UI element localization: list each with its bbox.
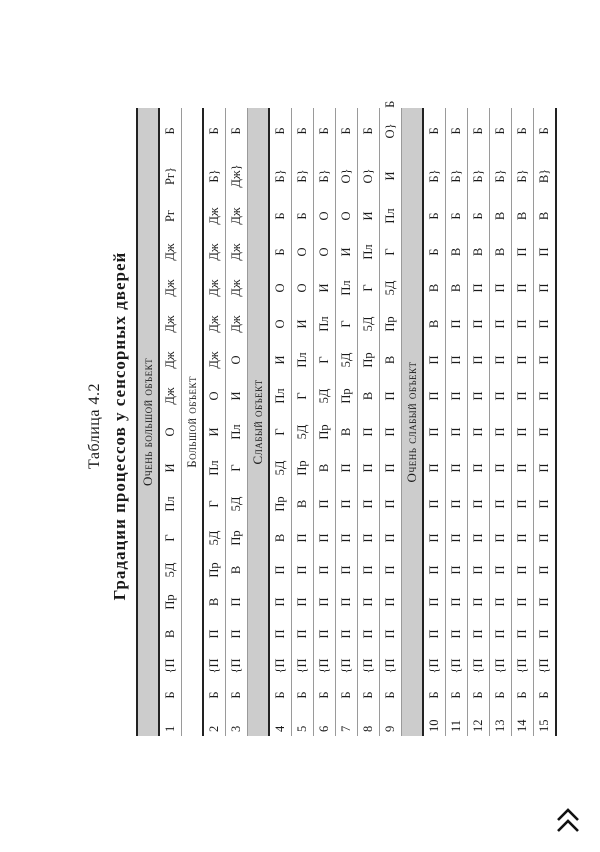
- table-cell: В: [269, 522, 292, 554]
- table-cell: П: [512, 586, 534, 618]
- table-title: Градации процессов у сенсорных дверей: [110, 251, 129, 601]
- table-cell: 5Д: [292, 414, 314, 450]
- table-cell: Дж}: [226, 154, 248, 198]
- table-label: Таблица 4.2: [86, 383, 103, 469]
- table-cell: О}: [336, 154, 358, 198]
- table-cell: 5Д: [314, 378, 336, 414]
- table-cell: П: [512, 234, 534, 270]
- table-cell: П: [380, 618, 402, 650]
- table-cell: П: [380, 554, 402, 586]
- table-cell: Б: [423, 234, 446, 270]
- table-cell: П: [358, 554, 380, 586]
- row-number: 14: [512, 708, 534, 736]
- table-cell: П: [534, 450, 557, 486]
- table-cell: П: [490, 486, 512, 522]
- table-cell: П: [534, 618, 557, 650]
- table-cell: П: [314, 486, 336, 522]
- table-cell: {П: [269, 650, 292, 682]
- table-cell: Б: [336, 682, 358, 708]
- row-number: 8: [358, 708, 380, 736]
- table-cell: {П: [468, 650, 490, 682]
- table-cell: П: [468, 522, 490, 554]
- table-cell: Б}: [314, 154, 336, 198]
- table-cell: Б: [468, 108, 490, 154]
- table-row: [269, 108, 292, 736]
- table-cell: П: [269, 586, 292, 618]
- table-cell: Б: [159, 108, 182, 154]
- group-heading: Слабый объект: [248, 108, 270, 736]
- table-cell: Пл: [159, 486, 182, 522]
- table-cell: Б: [534, 682, 557, 708]
- table-cell: Пл: [203, 450, 226, 486]
- table-cell: П: [380, 378, 402, 414]
- table-cell: Дж: [159, 378, 182, 414]
- table-cell: В: [203, 586, 226, 618]
- table-cell: Б: [269, 108, 292, 154]
- table-cell: Дж: [203, 342, 226, 378]
- table-cell: Пр: [380, 306, 402, 342]
- table-cell: П: [358, 618, 380, 650]
- table-cell: П: [336, 522, 358, 554]
- table-cell: П: [446, 586, 468, 618]
- table-cell: В: [159, 618, 182, 650]
- table-cell: П: [512, 270, 534, 306]
- table-cell: Б: [358, 682, 380, 708]
- table-cell: Дж: [226, 234, 248, 270]
- table-cell: П: [512, 554, 534, 586]
- table-cell: П: [336, 618, 358, 650]
- table-cell: Б: [314, 108, 336, 154]
- table-cell: Б}: [490, 154, 512, 198]
- table-cell: 5Д: [203, 522, 226, 554]
- table-cell: П: [358, 414, 380, 450]
- grades-table: [136, 100, 557, 736]
- table-cell: Дж: [159, 342, 182, 378]
- table-cell: Пл: [380, 198, 402, 234]
- row-number: 6: [314, 708, 336, 736]
- table-cell: И: [292, 306, 314, 342]
- table-cell: Пр: [336, 378, 358, 414]
- table-cell: П: [468, 414, 490, 450]
- table-cell: П: [358, 486, 380, 522]
- table-cell: П: [534, 270, 557, 306]
- table-cell: Б}: [203, 154, 226, 198]
- group-heading-row: [137, 108, 159, 736]
- table-cell: П: [423, 586, 446, 618]
- table-cell: П: [292, 522, 314, 554]
- table-cell: Б}: [423, 154, 446, 198]
- table-cell: Г: [358, 270, 380, 306]
- table-cell: В: [490, 234, 512, 270]
- table-cell: Б: [292, 682, 314, 708]
- table-cell: Б: [336, 108, 358, 154]
- scroll-top-button[interactable]: [554, 806, 582, 836]
- table-cell: П: [490, 342, 512, 378]
- table-cell: П: [490, 270, 512, 306]
- table-cell: О}: [358, 154, 380, 198]
- table-cell: И: [203, 414, 226, 450]
- table-cell: П: [468, 378, 490, 414]
- table-cell: {П: [314, 650, 336, 682]
- table-cell: {П: [159, 650, 182, 682]
- group-heading-row: [248, 108, 270, 736]
- table-cell: О: [226, 342, 248, 378]
- table-cell: Б: [468, 198, 490, 234]
- table-cell: П: [292, 554, 314, 586]
- table-cell: Пр: [314, 414, 336, 450]
- table-cell: О}: [380, 108, 402, 154]
- table-cell: О: [203, 378, 226, 414]
- table-cell: О: [269, 270, 292, 306]
- table-row: [446, 108, 468, 736]
- table-cell: {П: [512, 650, 534, 682]
- table-cell: О: [336, 198, 358, 234]
- table-cell: {П: [358, 650, 380, 682]
- table-cell: П: [314, 586, 336, 618]
- table-cell: В: [292, 486, 314, 522]
- double-chevron-up-icon: [554, 806, 582, 836]
- table-cell: П: [468, 618, 490, 650]
- table-cell: П: [446, 342, 468, 378]
- table-cell: Пр: [269, 486, 292, 522]
- row-number: 4: [269, 708, 292, 736]
- table-cell: Г: [159, 522, 182, 554]
- table-cell: И: [269, 342, 292, 378]
- table-cell: О: [292, 234, 314, 270]
- table-cell: П: [423, 522, 446, 554]
- table-cell: В: [336, 414, 358, 450]
- table-cell: Г: [336, 306, 358, 342]
- table-cell: И: [380, 154, 402, 198]
- table-cell: Б}: [269, 154, 292, 198]
- table-cell: Пл: [314, 306, 336, 342]
- table-cell: П: [512, 486, 534, 522]
- table-cell: П: [534, 414, 557, 450]
- table-cell: {П: [380, 650, 402, 682]
- table-cell: П: [380, 450, 402, 486]
- table-cell: П: [314, 554, 336, 586]
- table-cell: П: [490, 306, 512, 342]
- table-cell: Б}: [292, 154, 314, 198]
- table-cell: П: [423, 486, 446, 522]
- table-cell: П: [336, 450, 358, 486]
- table-cell: Б: [159, 682, 182, 708]
- table-cell: Б: [314, 682, 336, 708]
- table-cell: Г: [314, 342, 336, 378]
- table-cell: Б: [292, 108, 314, 154]
- table-cell: Дж: [159, 306, 182, 342]
- table-cell: Б: [423, 108, 446, 154]
- table-cell: Б: [269, 682, 292, 708]
- table-cell: П: [358, 450, 380, 486]
- table-row: [512, 108, 534, 736]
- table-cell: П: [490, 378, 512, 414]
- table-cell: П: [358, 522, 380, 554]
- table-cell: П: [512, 306, 534, 342]
- table-cell: П: [512, 522, 534, 554]
- table-row: [226, 108, 248, 736]
- group-heading: Большой объект: [182, 108, 204, 736]
- table-cell: П: [468, 554, 490, 586]
- table-cell: П: [380, 522, 402, 554]
- table-cell: Дж: [226, 198, 248, 234]
- table-cell: П: [423, 554, 446, 586]
- table-cell: В: [423, 270, 446, 306]
- table-cell: Б: [490, 108, 512, 154]
- row-number: 13: [490, 708, 512, 736]
- table-cell: П: [423, 342, 446, 378]
- table-cell: В: [468, 234, 490, 270]
- table-cell: В: [226, 554, 248, 586]
- table-row: [490, 108, 512, 736]
- table-cell: 5Д: [380, 270, 402, 306]
- table-cell: 5Д: [226, 486, 248, 522]
- table-cell: П: [336, 486, 358, 522]
- table-cell: Пл: [269, 378, 292, 414]
- table-row: [358, 108, 380, 736]
- table-cell: Б}: [512, 154, 534, 198]
- table-cell: В: [512, 198, 534, 234]
- table-row: [534, 108, 557, 736]
- table-cell: П: [512, 378, 534, 414]
- table-cell: Б: [269, 198, 292, 234]
- row-number: 12: [468, 708, 490, 736]
- table-cell: Г: [226, 450, 248, 486]
- table-cell: Пр: [358, 342, 380, 378]
- table-row: [314, 108, 336, 736]
- table-row: [468, 108, 490, 736]
- table-cell: П: [534, 522, 557, 554]
- table-cell: П: [534, 486, 557, 522]
- table-cell: Б: [534, 108, 557, 154]
- table-cell: П: [534, 554, 557, 586]
- table-cell: П: [534, 378, 557, 414]
- table-cell: Пр: [292, 450, 314, 486]
- table-cell: П: [314, 522, 336, 554]
- row-number: 1: [159, 708, 182, 736]
- table-cell: Пр: [226, 522, 248, 554]
- table-cell: {П: [203, 650, 226, 682]
- table-cell: {П: [292, 650, 314, 682]
- row-number: 2: [203, 708, 226, 736]
- table-cell: П: [468, 342, 490, 378]
- table-cell: П: [534, 586, 557, 618]
- table-cell: П: [446, 450, 468, 486]
- table-cell: П: [226, 586, 248, 618]
- table-cell: Пр: [159, 586, 182, 618]
- table-cell: Б: [446, 108, 468, 154]
- table-cell: П: [226, 618, 248, 650]
- table-cell: Б: [423, 682, 446, 708]
- row-number: 5: [292, 708, 314, 736]
- table-cell: В: [423, 306, 446, 342]
- table-cell: П: [292, 586, 314, 618]
- table-cell: П: [468, 486, 490, 522]
- table-cell: Пл: [336, 270, 358, 306]
- table-cell: П: [512, 618, 534, 650]
- table-row: [159, 108, 182, 736]
- table-cell: О: [314, 198, 336, 234]
- table-cell: П: [490, 554, 512, 586]
- table-cell: Г: [380, 234, 402, 270]
- group-heading: Очень большой объект: [137, 108, 159, 736]
- table-cell: Рг}: [159, 154, 182, 198]
- table-cell: П: [468, 270, 490, 306]
- table-cell: В: [358, 378, 380, 414]
- group-heading: Очень слабый объект: [402, 108, 424, 736]
- row-number: 11: [446, 708, 468, 736]
- table-cell: П: [423, 414, 446, 450]
- table-cell: И: [226, 378, 248, 414]
- row-number: 7: [336, 708, 358, 736]
- table-cell: П: [203, 618, 226, 650]
- table-cell: П: [468, 586, 490, 618]
- table-cell: П: [314, 618, 336, 650]
- table-cell: И: [358, 198, 380, 234]
- table-cell: П: [490, 522, 512, 554]
- table-cell: П: [446, 378, 468, 414]
- table-cell: Дж: [159, 270, 182, 306]
- table-cell: {П: [490, 650, 512, 682]
- table-cell: Б: [446, 682, 468, 708]
- table-cell: О: [314, 234, 336, 270]
- table-cell: Дж: [203, 198, 226, 234]
- table-cell: Дж: [226, 270, 248, 306]
- table-cell: П: [336, 586, 358, 618]
- table-cell: Б: [490, 682, 512, 708]
- table-row: [292, 108, 314, 736]
- table-row: 9 Б {П П П П П П П П П В Пр 5Д Г Пл И О} Б: [380, 108, 402, 736]
- table-cell: В: [446, 234, 468, 270]
- table-cell: Б: [358, 108, 380, 154]
- table-cell: Б: [512, 682, 534, 708]
- table-cell: П: [446, 306, 468, 342]
- table-cell: О: [159, 414, 182, 450]
- table-cell: Дж: [203, 270, 226, 306]
- table-cell: Дж: [159, 234, 182, 270]
- table-cell: Рг: [159, 198, 182, 234]
- table-cell: В: [534, 198, 557, 234]
- table-cell: {П: [226, 650, 248, 682]
- table-row: [336, 108, 358, 736]
- table-cell: Б: [226, 682, 248, 708]
- table-cell: Г: [203, 486, 226, 522]
- table-cell: П: [512, 414, 534, 450]
- table-cell: Б: [512, 108, 534, 154]
- table-row: [203, 108, 226, 736]
- table-cell: Дж: [203, 306, 226, 342]
- table-cell: И: [314, 270, 336, 306]
- row-number: 10: [423, 708, 446, 736]
- table-cell: П: [336, 554, 358, 586]
- table-cell: П: [380, 414, 402, 450]
- table-cell: П: [446, 522, 468, 554]
- table-cell: П: [512, 342, 534, 378]
- table-cell: Г: [292, 378, 314, 414]
- table-cell: Б: [203, 682, 226, 708]
- table-cell: {П: [336, 650, 358, 682]
- table-cell: П: [512, 450, 534, 486]
- table-cell: П: [534, 306, 557, 342]
- table-cell: О: [269, 306, 292, 342]
- table-cell: В: [446, 270, 468, 306]
- table-cell: П: [468, 306, 490, 342]
- table-cell: В: [380, 342, 402, 378]
- table-cell: Дж: [226, 306, 248, 342]
- table-cell: Б: [380, 682, 402, 708]
- table-row: [423, 108, 446, 736]
- table-cell: П: [446, 554, 468, 586]
- table-cell: П: [269, 618, 292, 650]
- table-cell: 5Д: [358, 306, 380, 342]
- table-cell: П: [292, 618, 314, 650]
- table-cell: П: [468, 450, 490, 486]
- table-cell: О: [292, 270, 314, 306]
- group-heading-row: [402, 108, 424, 736]
- table-cell: 5Д: [269, 450, 292, 486]
- table-cell: П: [423, 450, 446, 486]
- table-cell: П: [490, 450, 512, 486]
- table-cell: Пл: [292, 342, 314, 378]
- table-cell: Б: [292, 198, 314, 234]
- table-cell: П: [490, 586, 512, 618]
- table-cell: П: [534, 234, 557, 270]
- table-cell: П: [423, 618, 446, 650]
- table-cell: И: [336, 234, 358, 270]
- table-cell: Б: [203, 108, 226, 154]
- table-cell: Б: [269, 234, 292, 270]
- table-cell: {П: [446, 650, 468, 682]
- table-cell: П: [534, 342, 557, 378]
- table-cell: П: [358, 586, 380, 618]
- row-number: 15: [534, 708, 557, 736]
- row-number: 3: [226, 708, 248, 736]
- table-cell: Б}: [468, 154, 490, 198]
- table-cell: П: [446, 486, 468, 522]
- table-cell: Дж: [203, 234, 226, 270]
- table-cell: Пр: [203, 554, 226, 586]
- table-cell: 5Д: [336, 342, 358, 378]
- table-cell: В: [490, 198, 512, 234]
- row-number: 9: [380, 708, 402, 736]
- table-cell: Пл: [358, 234, 380, 270]
- table-cell: П: [446, 414, 468, 450]
- table-cell: П: [380, 586, 402, 618]
- group-heading-row: [182, 108, 204, 736]
- table-cell: Б}: [446, 154, 468, 198]
- table-cell: 5Д: [159, 554, 182, 586]
- table-cell: П: [446, 618, 468, 650]
- table-cell: Б: [423, 198, 446, 234]
- table-cell: Б: [226, 108, 248, 154]
- table-cell: Б: [468, 682, 490, 708]
- table-cell: Б: [446, 198, 468, 234]
- table-cell: В}: [534, 154, 557, 198]
- table-cell: П: [490, 618, 512, 650]
- table-cell: В: [314, 450, 336, 486]
- table-cell: П: [423, 378, 446, 414]
- table-cell: Г: [269, 414, 292, 450]
- table-cell: П: [490, 414, 512, 450]
- table-cell: П: [269, 554, 292, 586]
- table-cell: И: [159, 450, 182, 486]
- table-cell: Пл: [226, 414, 248, 450]
- table-cell: {П: [423, 650, 446, 682]
- table-cell: П: [380, 486, 402, 522]
- table-cell: {П: [534, 650, 557, 682]
